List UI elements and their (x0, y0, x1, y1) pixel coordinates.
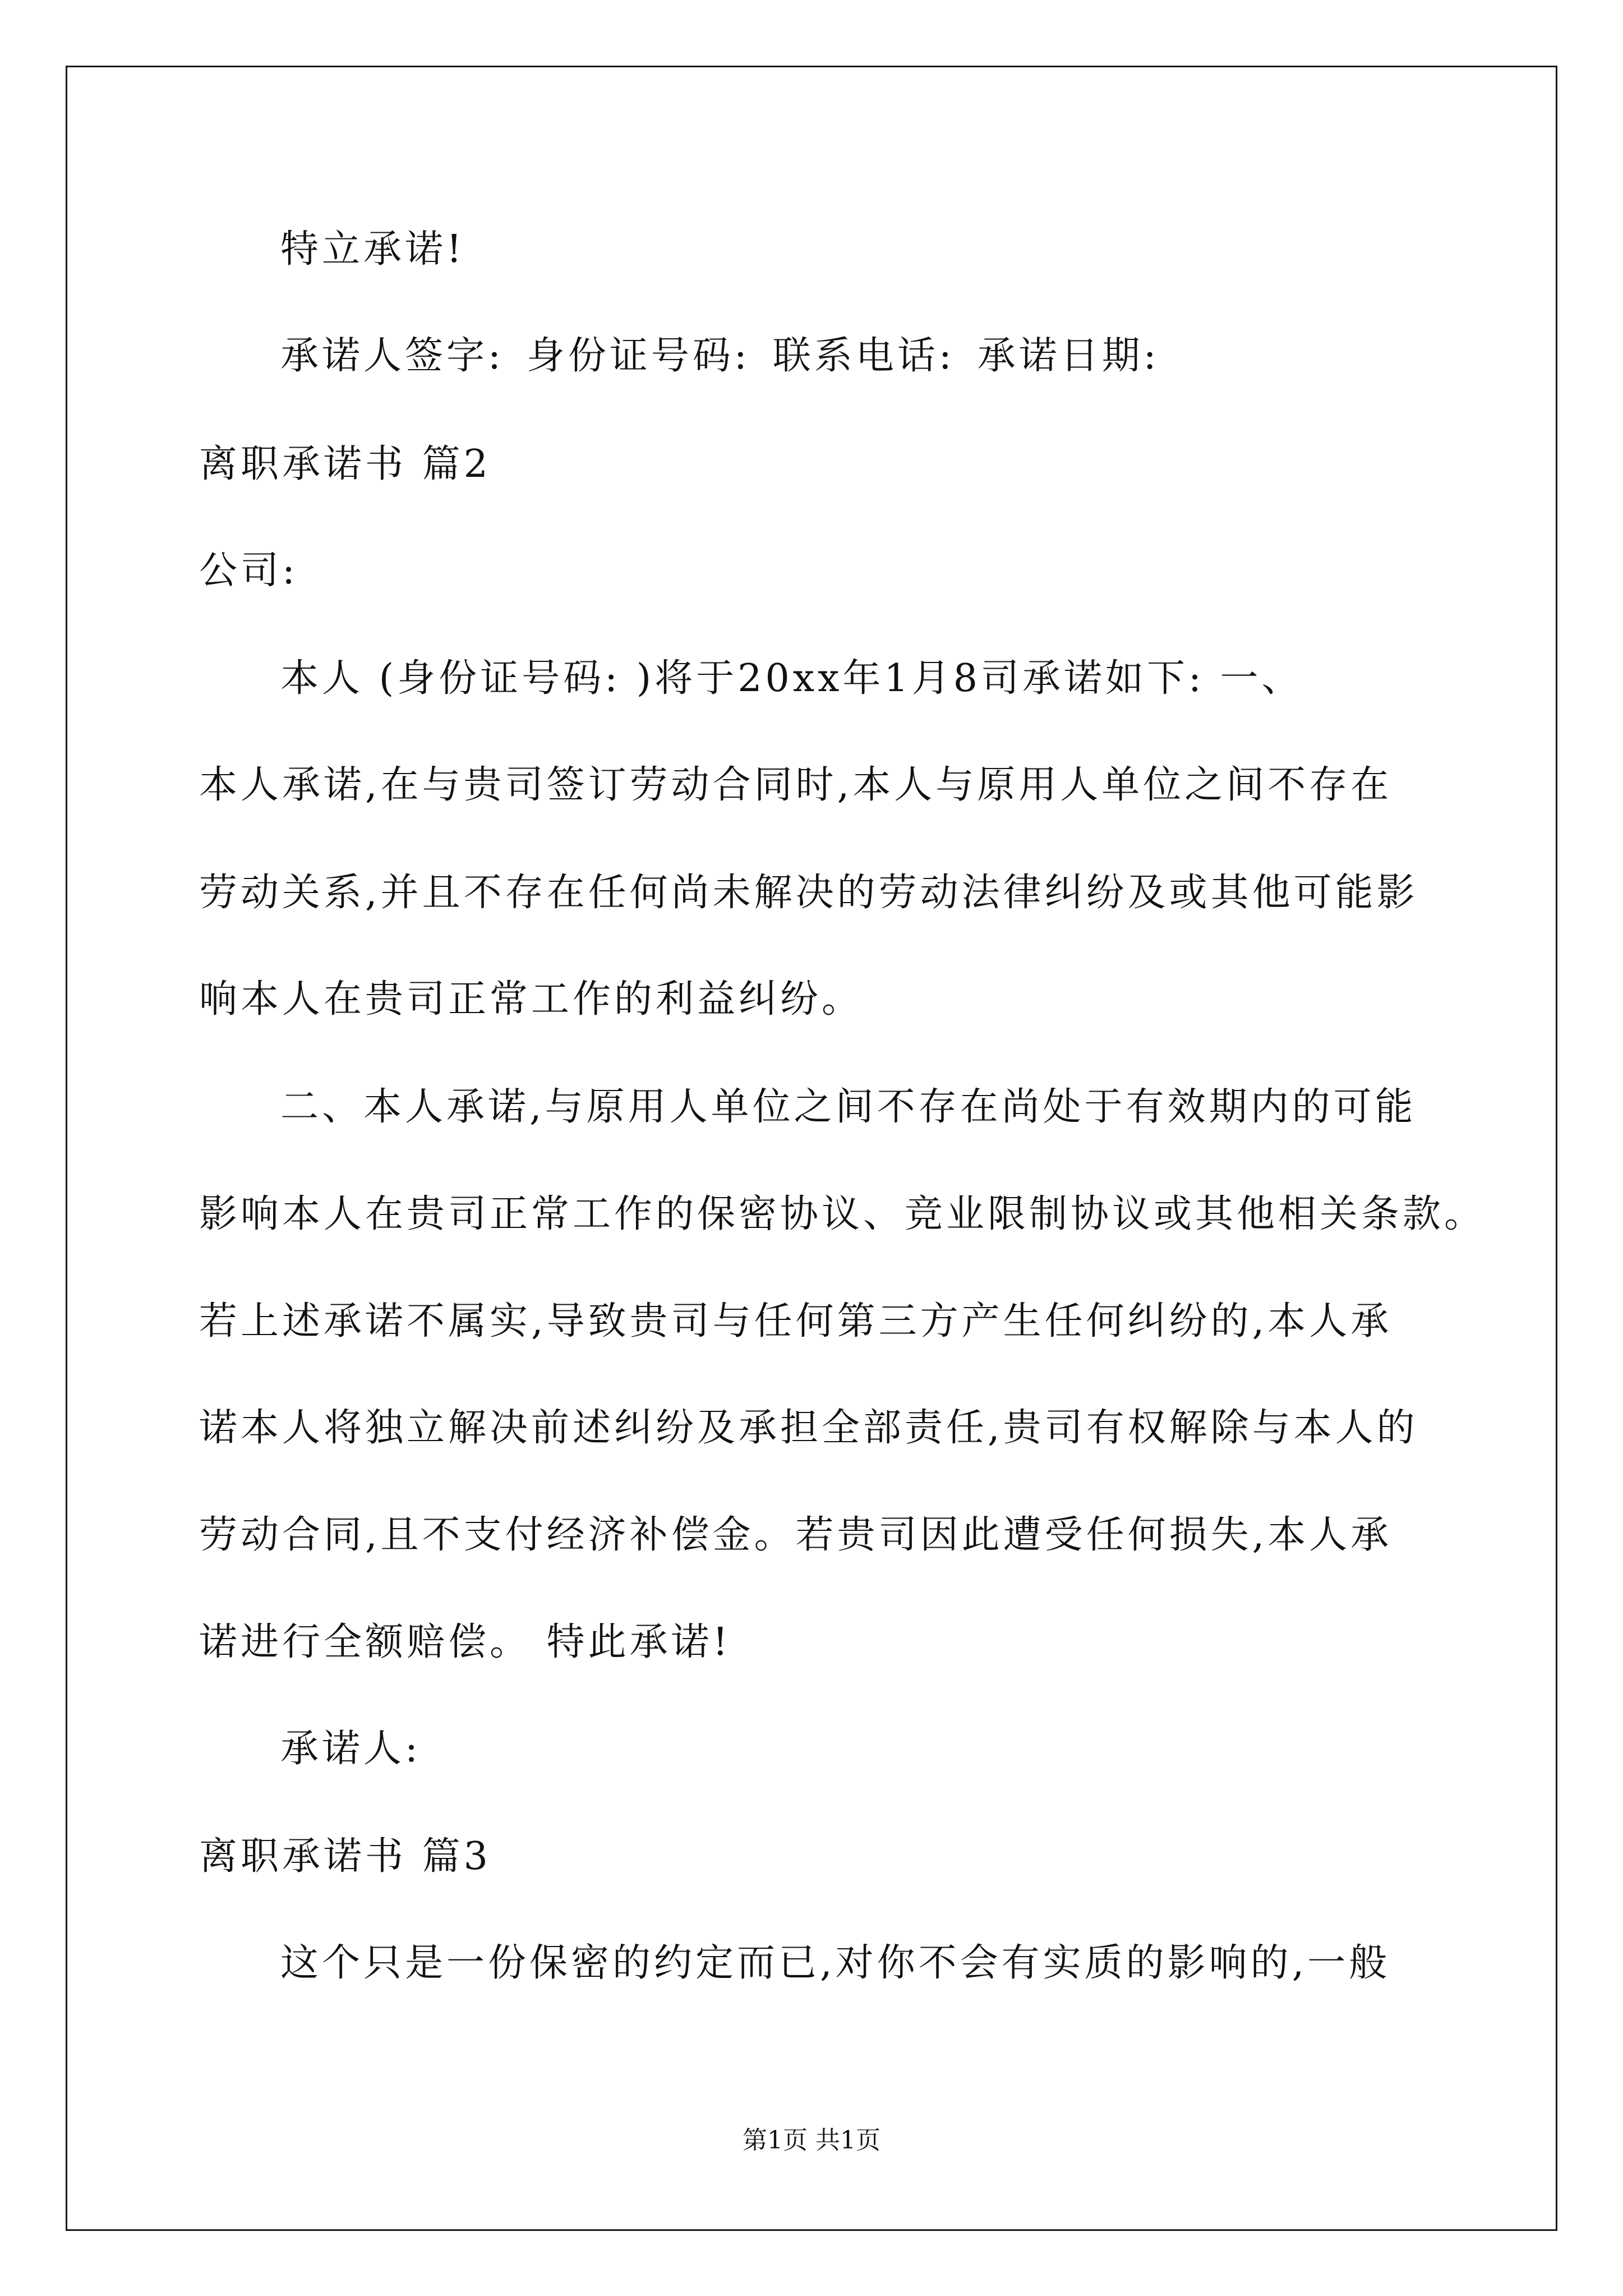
body-line-7: 若上述承诺不属实,导致贵司与任何第三方产生任何纠纷的,本人承 (199, 1299, 1393, 1343)
body-line-9: 劳动合同,且不支付经济补偿金。若贵司因此遭受任何损失,本人承 (199, 1513, 1393, 1557)
signature-fields-line (280, 334, 1160, 379)
section-heading-3: 离职承诺书 篇3 (199, 1834, 491, 1879)
body-line-1: 本人 (身份证号码: )将于20xx年1月8司承诺如下: 一、 (280, 656, 1303, 701)
recipient-line: 公司: (199, 549, 298, 593)
id-number-label: 身份证号码: (526, 334, 750, 378)
body-line-3: 劳动关系,并且不存在任何尚未解决的劳动法律纠纷及或其他可能影 (199, 871, 1418, 915)
closing-line: 特立承诺! (280, 227, 465, 272)
body-line-10: 诺进行全额赔偿。 特此承诺! (199, 1620, 731, 1664)
page-border (66, 66, 1557, 2231)
body-line-2: 本人承诺,在与贵司签订劳动合同时,本人与原用人单位之间不存在 (199, 763, 1393, 807)
final-paragraph-line: 这个只是一份保密的约定而已,对你不会有实质的影响的,一般 (280, 1941, 1391, 1985)
signer-label: 承诺人签字: (280, 334, 504, 378)
body-line-4: 响本人在贵司正常工作的利益纠纷。 (199, 977, 864, 1022)
body-line-5: 二、本人承诺,与原用人单位之间不存在尚处于有效期内的可能 (280, 1085, 1417, 1129)
phone-label: 联系电话: (772, 334, 955, 378)
body-line-8: 诺本人将独立解决前述纠纷及承担全部责任,贵司有权解除与本人的 (199, 1406, 1418, 1450)
section-heading-2: 离职承诺书 篇2 (199, 442, 491, 486)
date-label: 承诺日期: (977, 334, 1160, 378)
body-line-6: 影响本人在贵司正常工作的保密协议、竞业限制协议或其他相关条款。 (199, 1192, 1486, 1236)
signer-line: 承诺人: (280, 1727, 421, 1771)
page-footer: 第1页 共1页 (743, 2126, 880, 2155)
